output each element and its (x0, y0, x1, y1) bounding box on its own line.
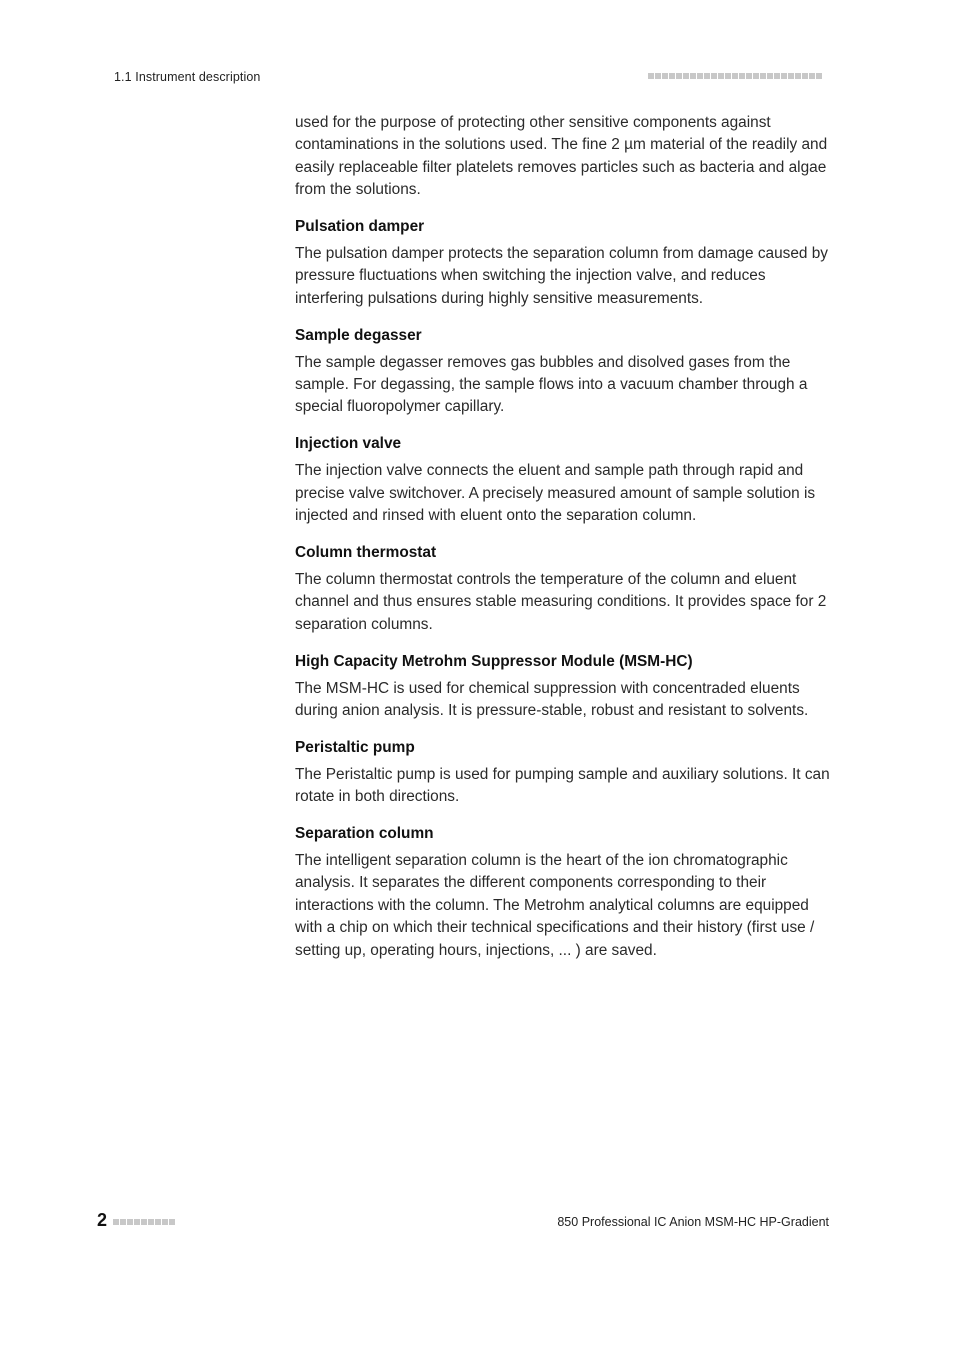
section-body-msm-hc: The MSM-HC is used for chemical suppression with concentraded eluents during anion analysis. It is pressure-stable, robust and resistant to solvents. (295, 679, 809, 719)
section-body-sample-degasser: The sample degasser removes gas bubbles and disolved gases from the sample. For degassing, the sample flows into a vacuum chamber through a special fluoropolymer capillary. (295, 353, 808, 416)
section-heading-separation-column: Separation column (295, 825, 434, 843)
footer-page-marker (97, 1210, 175, 1231)
section-heading-msm-hc: High Capacity Metrohm Suppressor Module (MSM-HC) (295, 652, 693, 670)
section-heading-sample-degasser: Sample degasser (295, 326, 422, 344)
section-heading-injection-valve: Injection valve (295, 435, 402, 453)
section-body-pulsation-damper: The pulsation damper protects the separation column from damage caused by pressure fluctuations when switching the injection valve, and reduces interfering pulsations during highly sensitive measurements. (295, 245, 828, 307)
section-heading-peristaltic-pump: Peristaltic pump (295, 738, 415, 756)
intro-paragraph: used for the purpose of protecting other sensitive components against contaminations in the solutions used. The fine 2 µm material of the readily and easily replaceable filter platelets removes particles such as bacteria and algae from the solutions. (295, 114, 828, 199)
section-body-separation-column: The intelligent separation column is the heart of the ion chromatographic analysis. It separates the different components corresponding to their interactions with the column. The Metrohm analytical columns are equipped with a chip on which their technical specifications and their history (first use / setting up, operating hours, injections, ... ) are saved. (295, 851, 815, 959)
section-heading-column-thermostat: Column thermostat (295, 544, 437, 561)
section-body-peristaltic-pump: The Peristaltic pump is used for pumping sample and auxiliary solutions. It can rotate in both directions. (295, 765, 830, 806)
main-content (295, 112, 835, 977)
footer-document-title: 850 Professional IC Anion MSM-HC HP-Gradient (557, 1215, 829, 1229)
footer-decoration-squares (113, 1219, 175, 1225)
section-heading-pulsation-damper: Pulsation damper (295, 218, 425, 236)
page-number: 2 (97, 1210, 108, 1230)
section-body-injection-valve: The injection valve connects the eluent and sample path through rapid and precise valve switchover. A precisely measured amount of sample solution is injected and rinsed with eluent onto the separation column. (295, 462, 816, 525)
header-decoration-squares (648, 73, 822, 79)
running-header-section: 1.1 Instrument description (114, 70, 261, 84)
section-body-column-thermostat: The column thermostat controls the temperature of the column and eluent channel and thus ensures stable measuring conditions. It provides space for 2 separation columns. (295, 570, 827, 633)
